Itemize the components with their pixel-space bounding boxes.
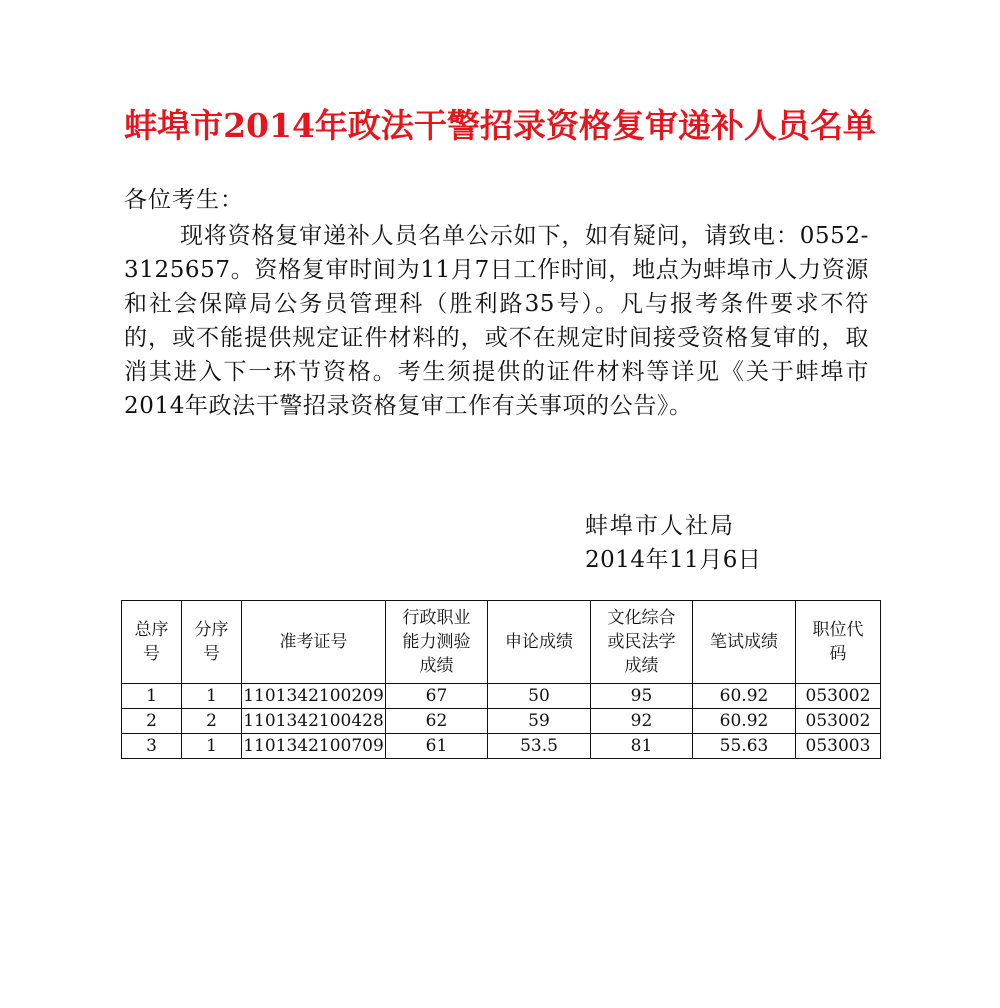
cell-written: 55.63 <box>693 734 796 759</box>
header-culture <box>591 601 693 684</box>
cell-total-no: 3 <box>122 734 182 759</box>
cell-sub-no: 1 <box>182 734 242 759</box>
header-culture-line-3: 成绩 <box>624 656 659 676</box>
signature-block <box>585 510 761 576</box>
cell-exam-id: 1101342100709 <box>242 734 386 759</box>
header-written-line-1: 笔试成绩 <box>710 632 778 652</box>
cell-exam-id: 1101342100209 <box>242 684 386 709</box>
signature-date: 2014年11月6日 <box>585 547 762 573</box>
cell-essay: 53.5 <box>488 734 591 759</box>
header-essay-line-1: 申论成绩 <box>505 632 573 652</box>
cell-total-no: 2 <box>122 709 182 734</box>
header-total-no-line-1: 总序 <box>134 620 169 640</box>
table-row <box>122 734 881 759</box>
greeting: 各位考生： <box>124 187 244 213</box>
cell-essay: 50 <box>488 684 591 709</box>
table-row <box>122 709 881 734</box>
header-essay <box>488 601 591 684</box>
header-aptitude-line-3: 成绩 <box>419 656 454 676</box>
header-sub-no-line-2: 号 <box>203 644 220 664</box>
header-aptitude-line-1: 行政职业 <box>402 608 471 628</box>
cell-position: 053003 <box>796 734 881 759</box>
table-header-row <box>122 601 881 684</box>
document-title: 蚌埠市2014年政法干警招录资格复审递补人员名单 <box>124 106 876 145</box>
candidate-table <box>121 600 881 759</box>
header-position-line-2: 码 <box>829 644 847 664</box>
header-aptitude-line-2: 能力测验 <box>402 632 471 652</box>
cell-exam-id: 1101342100428 <box>242 709 386 734</box>
cell-aptitude: 61 <box>386 734 488 759</box>
cell-written: 60.92 <box>693 709 796 734</box>
header-sub-no <box>182 601 242 684</box>
cell-total-no: 1 <box>122 684 182 709</box>
signature-org: 蚌埠市人社局 <box>585 513 735 539</box>
header-exam-id-line-1: 准考证号 <box>279 632 348 652</box>
header-exam-id <box>242 601 386 684</box>
notice-body: 现将资格复审递补人员名单公示如下，如有疑问，请致电：0552-3125657。资格复审时间为11月7日工作时间，地点为蚌埠市人力资源和社会保障局公务员管理科（胜利路35号）。凡与报考条件要求不符的，或不能提供规定证件材料的，或不在规定时间接受资格复审的，取消其进入下一环节资格。考生须提供的证件材料等详见《关于蚌埠市2014年政法干警招录资格复审工作有关事项的公告》。 <box>124 223 869 419</box>
cell-culture: 81 <box>591 734 693 759</box>
header-culture-line-2: 或民法学 <box>607 632 676 652</box>
header-position-line-1: 职位代 <box>812 620 864 640</box>
cell-sub-no: 1 <box>182 684 242 709</box>
cell-aptitude: 62 <box>386 709 488 734</box>
header-aptitude <box>386 601 488 684</box>
header-total-no <box>122 601 182 684</box>
cell-essay: 59 <box>488 709 591 734</box>
header-sub-no-line-1: 分序 <box>194 620 229 640</box>
cell-culture: 95 <box>591 684 693 709</box>
cell-written: 60.92 <box>693 684 796 709</box>
cell-position: 053002 <box>796 709 881 734</box>
header-written <box>693 601 796 684</box>
header-total-no-line-2: 号 <box>143 644 160 664</box>
cell-culture: 92 <box>591 709 693 734</box>
cell-position: 053002 <box>796 684 881 709</box>
header-position <box>796 601 881 684</box>
header-culture-line-1: 文化综合 <box>607 608 676 628</box>
cell-aptitude: 67 <box>386 684 488 709</box>
table-row <box>122 684 881 709</box>
cell-sub-no: 2 <box>182 709 242 734</box>
